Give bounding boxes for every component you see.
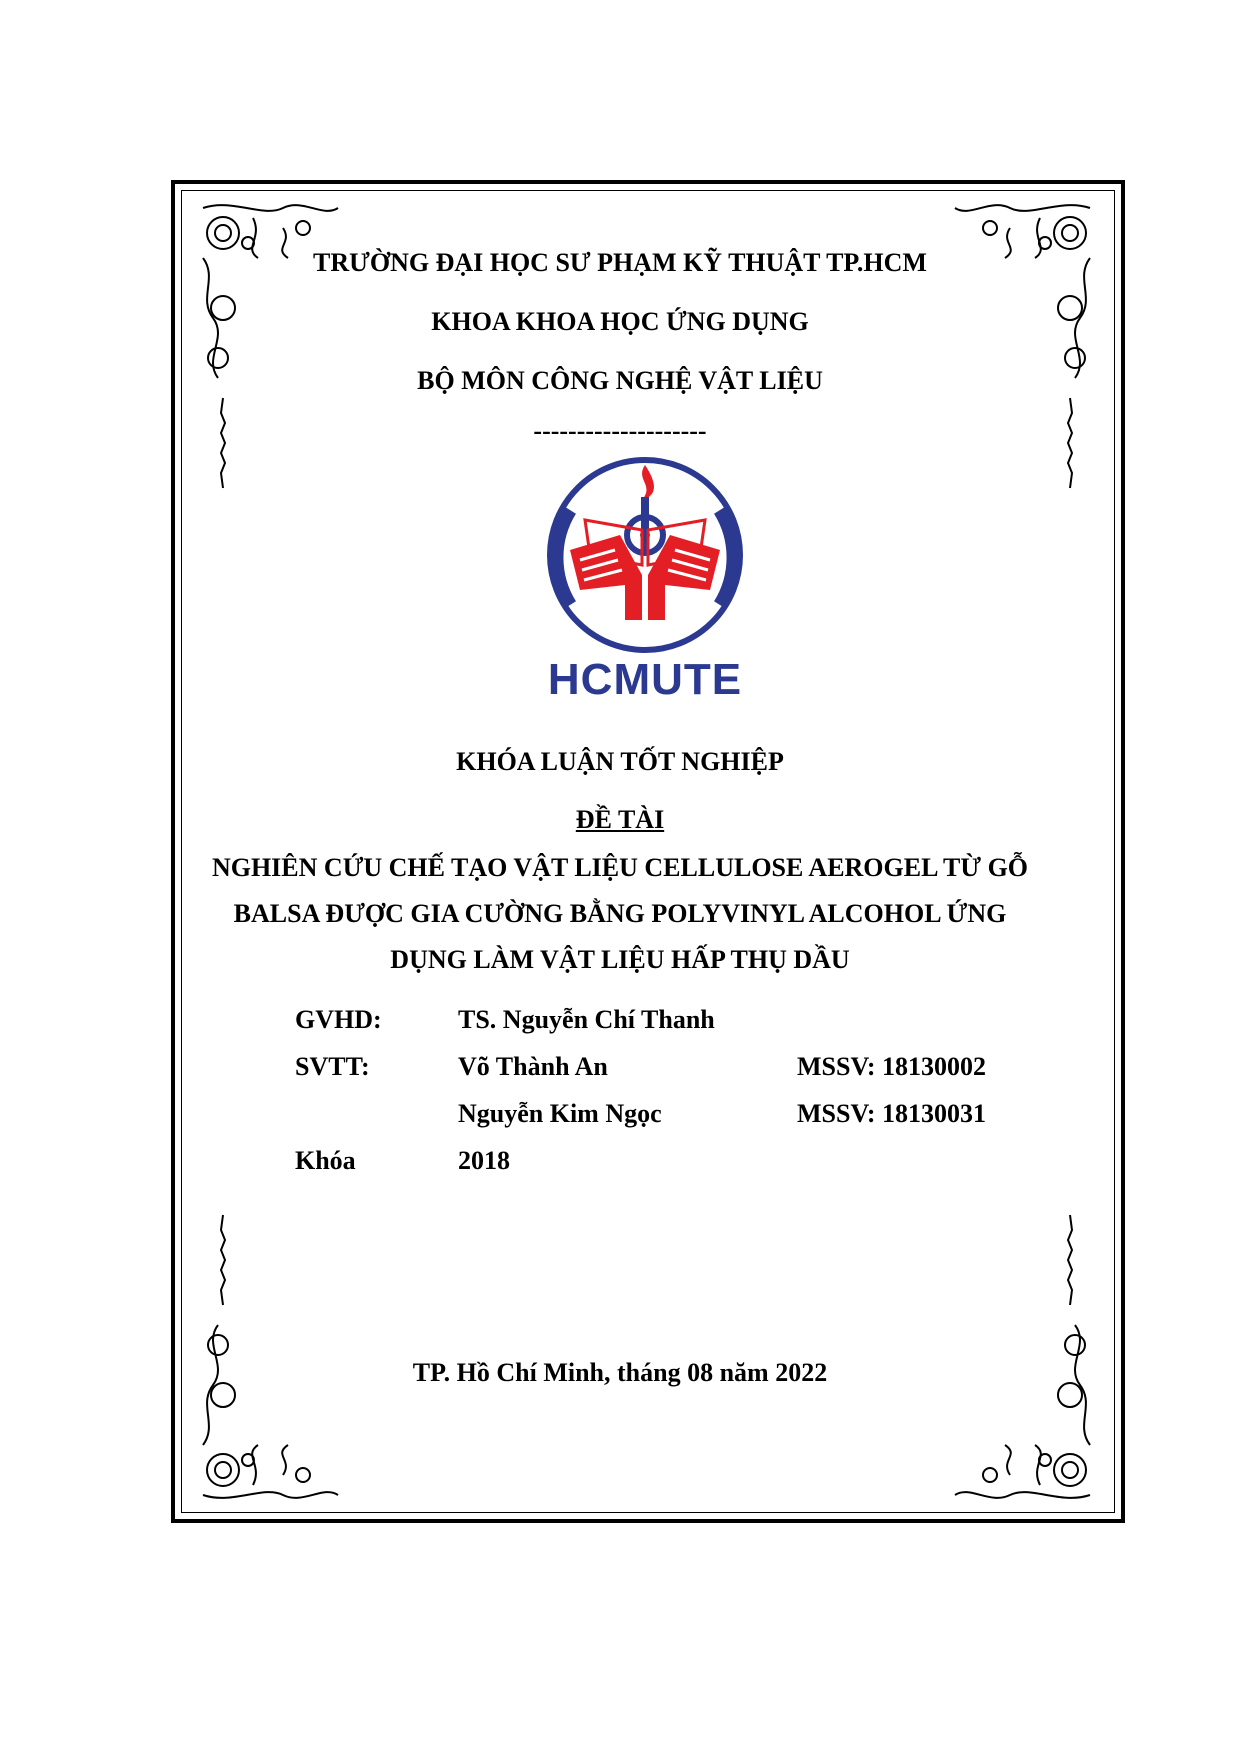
- ornament-top-right-icon: [950, 198, 1100, 498]
- advisor-name: TS. Nguyễn Chí Thanh: [458, 1005, 715, 1034]
- students-label: SVTT:: [295, 1052, 370, 1081]
- ornament-bottom-left-icon: [193, 1205, 343, 1505]
- ornament-top-left-icon: [193, 198, 343, 498]
- faculty-name: KHOA KHOA HỌC ỨNG DỤNG: [431, 307, 809, 336]
- cohort-label: Khóa: [295, 1146, 356, 1175]
- hcmute-logo: [530, 455, 760, 705]
- university-name: TRƯỜNG ĐẠI HỌC SƯ PHẠM KỸ THUẬT TP.HCM: [313, 248, 927, 277]
- place-date: TP. Hồ Chí Minh, tháng 08 năm 2022: [412, 1358, 828, 1387]
- thesis-title-line: DỤNG LÀM VẬT LIỆU HẤP THỤ DẦU: [390, 945, 850, 974]
- department-name: BỘ MÔN CÔNG NGHỆ VẬT LIỆU: [417, 366, 823, 395]
- student-id: MSSV: 18130031: [797, 1099, 987, 1128]
- topic-label: ĐỀ TÀI: [575, 805, 665, 834]
- logo-text: HCMUTE: [547, 655, 743, 704]
- ornament-bottom-right-icon: [950, 1205, 1100, 1505]
- student-name: Nguyễn Kim Ngọc: [458, 1099, 662, 1128]
- advisor-label: GVHD:: [295, 1005, 382, 1034]
- student-id: MSSV: 18130002: [797, 1052, 987, 1081]
- thesis-title-line: NGHIÊN CỨU CHẾ TẠO VẬT LIỆU CELLULOSE AEROGEL TỪ GỖ: [211, 853, 1029, 882]
- student-name: Võ Thành An: [458, 1052, 608, 1081]
- thesis-type: KHÓA LUẬN TỐT NGHIỆP: [456, 747, 784, 776]
- thesis-title-line: BALSA ĐƯỢC GIA CƯỜNG BẰNG POLYVINYL ALCOHOL ỨNG: [233, 899, 1007, 928]
- header-separator: --------------------: [533, 416, 707, 445]
- cohort-value: 2018: [458, 1146, 510, 1175]
